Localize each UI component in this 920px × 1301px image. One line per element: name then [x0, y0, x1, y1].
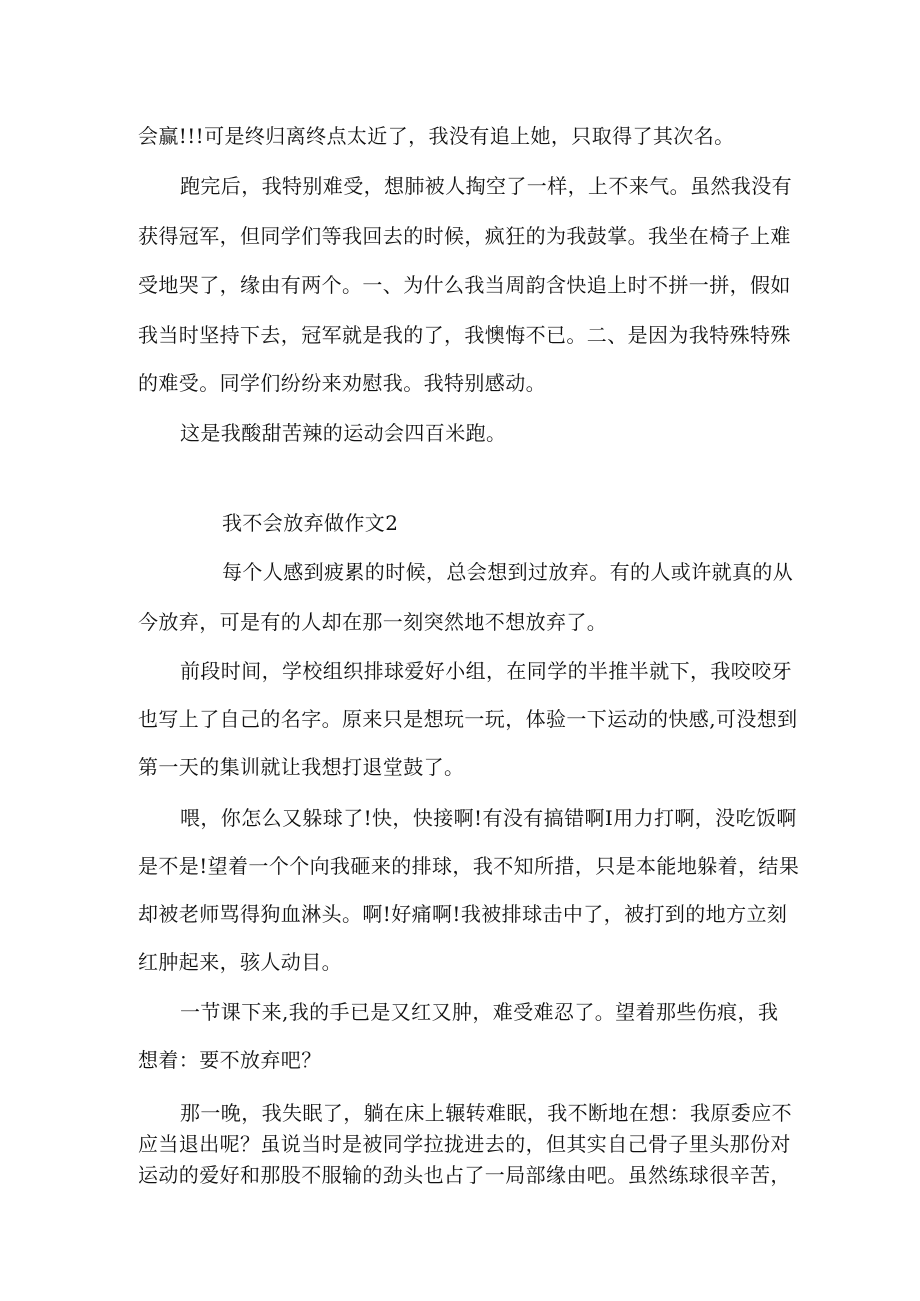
text-line: 会赢!!!可是终归离终点太近了，我没有追上她，只取得了其次名。 [138, 124, 735, 148]
text-line: 这是我酸甜苦辣的运动会四百米跑。 [180, 421, 507, 445]
text-line: 受地哭了，缘由有两个。一、为什么我当周韵含快追上时不拼一拼，假如 [138, 273, 791, 297]
text-line: 那一晚，我失眠了，躺在床上辗转难眠，我不断地在想：我原委应不 [180, 1101, 792, 1125]
text-line: 却被老师骂得狗血淋头。啊!好痛啊!我被排球击中了，被打到的地方立刻 [138, 902, 788, 926]
text-line: 前段时间，学校组织排球爱好小组，在同学的半推半就下，我咬咬牙 [180, 659, 792, 683]
text-line: 的难受。同学们纷纷来劝慰我。我特别感动。 [138, 371, 546, 395]
text-line: 我当时坚持下去，冠军就是我的了，我懊悔不已。二、是因为我特殊特殊 [138, 323, 791, 347]
text-line: 是不是!望着一个个向我砸来的排球，我不知所措，只是本能地躲着，结果 [138, 854, 800, 878]
text-line: 想着：要不放弃吧？ [138, 1048, 322, 1072]
text-line: 红肿起来，骇人动目。 [138, 950, 342, 974]
text-line: 今放弃，可是有的人却在那一刻突然地不想放弃了。 [138, 610, 608, 634]
section-title: 我不会放弃做作文2 [222, 511, 399, 535]
text-line: 获得冠军，但同学们等我回去的时候，疯狂的为我鼓掌。我坐在椅子上难 [138, 224, 791, 248]
text-line: 每个人感到疲累的时候，总会想到过放弃。有的人或许就真的从 [222, 560, 794, 584]
text-line: 第一天的集训就让我想打退堂鼓了。 [138, 755, 465, 779]
text-line: 应当退出呢？虽说当时是被同学拉拢进去的，但其实自己骨子里头那份对 [138, 1132, 791, 1156]
text-line: 跑完后，我特别难受，想肺被人掏空了一样，上不来气。虽然我没有 [180, 174, 792, 198]
text-line: 运动的爱好和那股不服输的劲头也占了一局部缘由吧。虽然练球很辛苦， [138, 1163, 791, 1187]
text-line: 也写上了自己的名字。原来只是想玩一玩，体验一下运动的快感,可没想到 [138, 707, 798, 731]
text-line: 一节课下来,我的手已是又红又肿，难受难忍了。望着那些伤痕，我 [180, 1000, 779, 1024]
text-line: 喂，你怎么又躲球了!快，快接啊!有没有搞错啊I用力打啊，没吃饭啊 [180, 806, 797, 830]
